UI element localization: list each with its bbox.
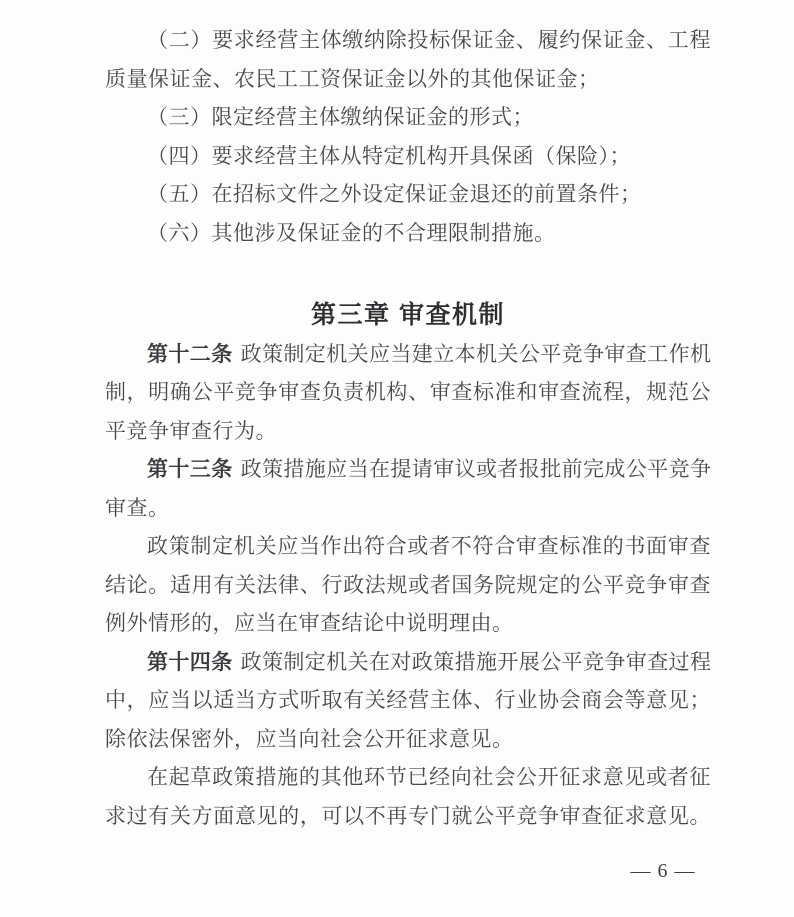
text-line: 例外情形的，应当在审查结论中说明理由。 <box>105 611 514 635</box>
chapter-heading: 第三章 审查机制 <box>311 301 505 329</box>
article-line: 第十三条 政策措施应当在提请审议或者报批前完成公平竞争 <box>147 457 711 481</box>
text-line: 政策制定机关应当作出符合或者不符合审查标准的书面审查 <box>147 534 711 558</box>
article-number: 第十二条 <box>147 341 233 366</box>
text-line: 在起草政策措施的其他环节已经向社会公开征求意见或者征 <box>147 765 711 789</box>
text-line: 质量保证金、农民工工资保证金以外的其他保证金； <box>105 66 600 91</box>
text-line: 审查。 <box>105 495 170 520</box>
text-line: 除依法保密外，应当向社会公开征求意见。 <box>105 726 514 751</box>
document-body <box>105 21 711 835</box>
text-line: （五）在招标文件之外设定保证金退还的前置条件； <box>147 182 642 206</box>
article-number: 第十三条 <box>147 457 233 481</box>
text-line: （六）其他涉及保证金的不合理限制措施。 <box>147 220 556 245</box>
article-line: 第十四条 政策制定机关在对政策措施开展公平竞争审查过程 <box>147 649 711 674</box>
text-line: 制，明确公平竞争审查负责机构、审查标准和审查流程，规范公 <box>105 380 711 404</box>
article-number: 第十四条 <box>147 649 233 674</box>
page-number: — 6 — <box>630 860 696 882</box>
text-line: 求过有关方面意见的，可以不再专门就公平竞争审查征求意见。 <box>105 803 711 828</box>
text-line: 平竞争审查行为。 <box>105 418 277 443</box>
article-line: 第十二条 政策制定机关应当建立本机关公平竞争审查工作机 <box>147 341 711 366</box>
text-line: （三）限定经营主体缴纳保证金的形式； <box>147 105 534 129</box>
text-line: （四）要求经营主体从特定机构开具保函（保险）； <box>147 143 631 168</box>
text-line: （二）要求经营主体缴纳除投标保证金、履约保证金、工程 <box>147 28 711 52</box>
text-line: 结论。适用有关法律、行政法规或者国务院规定的公平竞争审查 <box>105 572 711 597</box>
text-line: 中，应当以适当方式听取有关经营主体、行业协会商会等意见； <box>105 688 711 712</box>
